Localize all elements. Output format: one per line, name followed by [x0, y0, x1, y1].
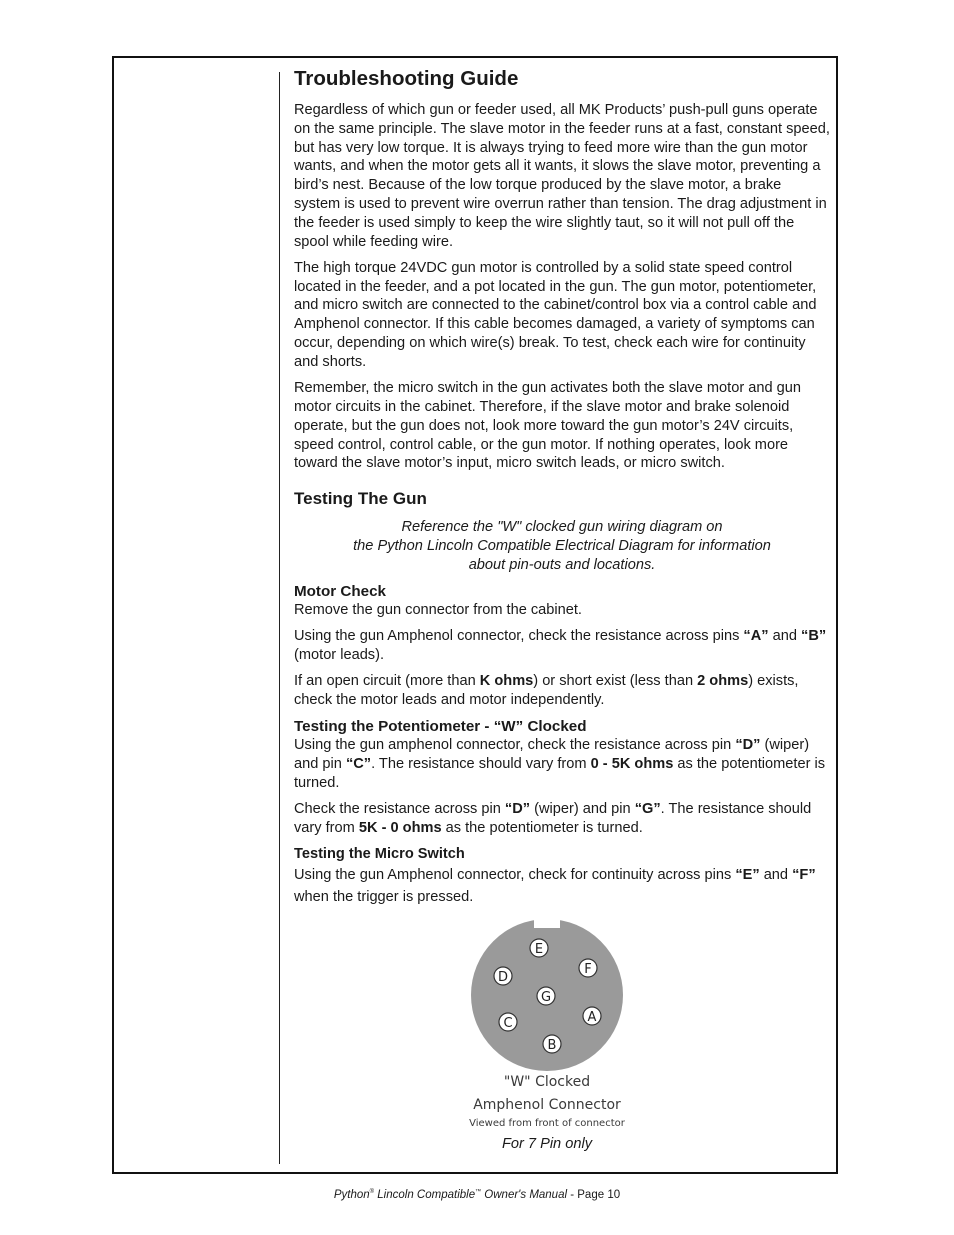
svg-text:A: A: [587, 1010, 597, 1025]
pin-a: [583, 1007, 601, 1025]
pin-e: [530, 939, 548, 957]
potentiometer-paragraph: Check the resistance across pin “D” (wiper) and pin “G”. The resistance should vary from 5K - 0 ohms as the potentiometer is turned.: [294, 800, 812, 836]
motor-check-paragraph: If an open circuit (more than K ohms) or short exist (less than 2 ohms) exists, check the motor leads and motor independently.: [294, 672, 799, 708]
registered-mark: ®: [369, 1189, 375, 1196]
potentiometer-heading: Testing the Potentiometer - “W” Clocked: [294, 718, 587, 736]
diagram-caption-line: "W" Clocked: [503, 1074, 591, 1090]
intro-paragraph: Regardless of which gun or feeder used, all MK Products’ push-pull guns operate on the same principle. The slave motor in the feeder runs at a fast, constant speed, but has very low torque. It is always trying to feed more wire than the gun motor wants, and when the motor gets all it wants, it slows the slave motor, preventing a bird’s nest. Because of the low torque produced by the slave motor, a brake system is used to prevent wire overrun rather than tension. The drag adjustment in the feeder is used simply to keep the wire slightly taut, so it will not pull off the spool while feeding wire.: [294, 102, 830, 250]
connector-key-notch: [534, 914, 560, 928]
reference-line: Reference the "W" clocked gun wiring diagram on: [401, 519, 723, 536]
pin-d: [494, 967, 512, 985]
diagram-caption-small: Viewed from front of connector: [469, 1118, 625, 1129]
reference-line: the Python Lincoln Compatible Electrical Diagram for information: [353, 537, 771, 554]
testing-gun-heading: Testing The Gun: [294, 489, 427, 509]
motor-check-paragraph: Remove the gun connector from the cabinet.: [294, 601, 582, 618]
reference-line: about pin-outs and locations.: [468, 556, 656, 573]
amphenol-connector-diagram: [462, 910, 632, 1135]
svg-text:F: F: [584, 962, 592, 977]
footer-product: Python: [333, 1189, 370, 1201]
page-title: Troubleshooting Guide: [294, 67, 519, 90]
trademark-mark: ™: [475, 1189, 482, 1196]
svg-text:C: C: [503, 1016, 513, 1031]
connector-face: [462, 910, 632, 1072]
svg-text:B: B: [547, 1038, 557, 1053]
pin-c: [499, 1013, 517, 1031]
footer-compat: Lincoln Compatible: [374, 1189, 476, 1201]
main-content: [294, 66, 830, 915]
pin-f: [579, 959, 597, 977]
intro-paragraph: The high torque 24VDC gun motor is controlled by a solid state speed control located in the feeder, and a pot located in the gun. The gun motor, potentiometer, and micro switch are connected to the cabinet/control box via a control cable and Amphenol connector. If this cable becomes damaged, a variety of symptoms can occur, depending on which wire(s) break. To test, check each wire for continuity and shorts.: [294, 259, 817, 370]
diagram-note: For 7 Pin only: [501, 1136, 593, 1152]
potentiometer-paragraph: Using the gun amphenol connector, check the resistance across pin “D” (wiper) and pin “C”. The resistance should vary from 0 - 5K ohms as the potentiometer is turned.: [294, 737, 826, 791]
pin-b: [543, 1035, 561, 1053]
column-divider: [279, 72, 280, 1164]
page-footer: [0, 1189, 954, 1201]
svg-text:G: G: [540, 990, 552, 1005]
pin-g: [537, 987, 555, 1005]
intro-paragraph: Remember, the micro switch in the gun activates both the slave motor and gun motor circuits in the cabinet. Therefore, if the slave motor and brake solenoid operate, but the gun does not, look more toward the gun motor’s 24V circuits, speed control, control cable, or the gun motor. If nothing operates, look more toward the slave motor’s input, micro switch leads, or micro switch.: [294, 380, 801, 472]
svg-text:D: D: [497, 970, 509, 985]
footer-manual: Owner's Manual: [481, 1189, 568, 1201]
reference-note: [294, 518, 830, 574]
diagram-caption-line: Amphenol Connector: [473, 1097, 621, 1113]
motor-check-paragraph: Using the gun Amphenol connector, check the resistance across pins “A” and “B” (motor leads).: [294, 627, 827, 663]
footer-page: - Page 10: [567, 1189, 621, 1201]
motor-check-heading: Motor Check: [294, 582, 386, 600]
micro-switch-paragraph: Using the gun Amphenol connector, check for continuity across pins “E” and “F” when the trigger is pressed.: [294, 866, 816, 905]
micro-switch-heading: Testing the Micro Switch: [294, 846, 465, 862]
svg-text:E: E: [534, 942, 544, 957]
